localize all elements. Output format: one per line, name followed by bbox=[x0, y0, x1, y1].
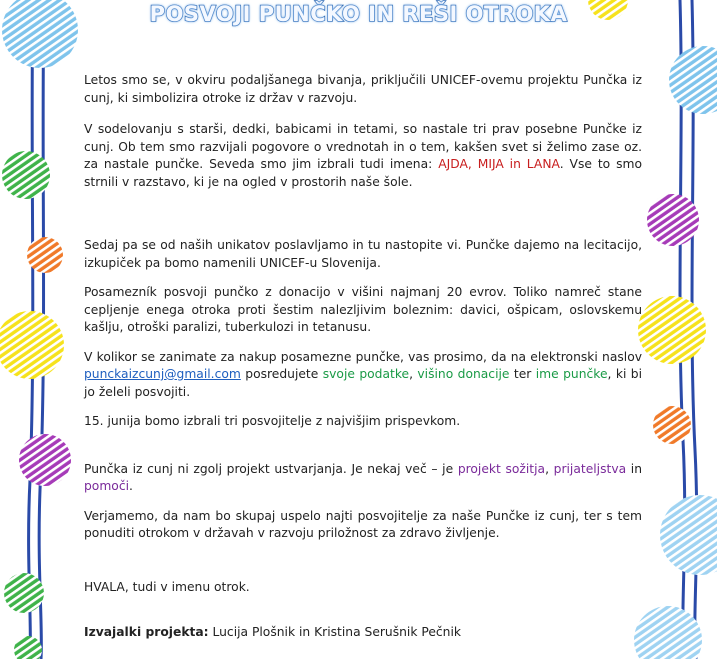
value-coexistence: projekt sožitja bbox=[457, 461, 546, 476]
highlight-amount: višino donacije bbox=[417, 367, 510, 381]
paragraph-date: 15. junija bomo izbrali tri posvojitelje z najvišjim prispevkom. bbox=[84, 414, 461, 428]
paragraph-values: Punčka iz cunj ni zgolj projekt ustvarjanja. Je nekaj več – je projekt sožitja, prijateljstva in pomoči. bbox=[84, 461, 642, 493]
paragraph-thanks: HVALA, tudi v imenu otrok. bbox=[84, 579, 250, 594]
highlight-doll-name: ime punčke bbox=[535, 367, 608, 381]
authors-names: Lucija Plošnik in Kristina Serušnik Pečnik bbox=[208, 625, 462, 639]
bead-blue-right-mid bbox=[660, 495, 717, 575]
document-body bbox=[84, 72, 642, 642]
bead-orange-right bbox=[653, 406, 691, 444]
bead-blue-right-bottom bbox=[634, 606, 702, 659]
email-link[interactable]: punckaizcunj@gmail.com bbox=[84, 367, 241, 381]
bead-blue-right-top bbox=[669, 46, 717, 114]
bead-green-left bbox=[2, 151, 50, 199]
highlight-data: svoje podatke bbox=[322, 367, 410, 381]
paragraph-authors bbox=[84, 624, 642, 642]
paragraph-intro: Letos smo se, v okviru podaljšanega bivanja, priključili UNICEF-ovemu projektu Punčka iz cunj, ki simbolizira otroke iz držav v razvoju. bbox=[84, 73, 642, 105]
bead-purple-right bbox=[647, 194, 699, 246]
authors-label: Izvajalki projekta: bbox=[84, 625, 209, 639]
bead-orange-left bbox=[27, 237, 63, 273]
paragraph-farewell: Sedaj pa se od naših unikatov poslavljamo in tu nastopite vi. Punčke dajemo na lecitacijo, izkupiček pa bomo namenili UNICEF-u Slovenija. bbox=[84, 238, 642, 270]
value-friendship: prijateljstva bbox=[553, 461, 627, 476]
bead-yellow-left bbox=[0, 311, 64, 379]
value-help: pomoči bbox=[84, 479, 130, 493]
page-title: POSVOJI PUNČKO IN REŠI OTROKA bbox=[149, 2, 568, 26]
doll-names: AJDA, MIJA in LANA bbox=[438, 157, 560, 171]
bead-green-left-small bbox=[14, 636, 42, 659]
paragraph-dolls: V sodelovanju s starši, dedki, babicami in tetami, so nastale tri prav posebne Punčke iz cunj. Ob tem smo razvijali pogovore o vrednotah in o tem, kakšen svet si želimo zase oz. za nastale punčke. Seveda smo jim izbrali tudi imena: AJDA, MIJA in LANA. Vse to smo strnili v razstavo, ki je na ogled v prostorih naše šole. bbox=[84, 122, 642, 189]
paragraph-donation: Posamezník posvoji punčko z donacijo v višini najmanj 20 evrov. Toliko namreč stane cepljenje enega otroka proti šestim nalezljivim boleznim: davici, ošpicam, oslovskemu kašlju, otroški paralizi, tuberkulozi in tetanusu. bbox=[84, 285, 642, 334]
paragraph-contact: V kolikor se zanimate za nakup posamezne punčke, vas prosimo, da na elektronski naslov punckaizcunj@gmail.com posredujete svoje podatke, višino donacije ter ime punčke, ki bi jo želeli posvojiti. bbox=[84, 349, 642, 399]
bead-yellow-right bbox=[638, 296, 706, 364]
paragraph-belief: Verjamemo, da nam bo skupaj uspelo najti posvojitelje za naše Punčke iz cunj, ter s tem ponuditi otrokom v državah v razvoju priložnost za zdravo življenje. bbox=[84, 508, 642, 540]
bead-purple-left bbox=[19, 434, 71, 486]
bead-green-left-bottom bbox=[4, 573, 44, 613]
